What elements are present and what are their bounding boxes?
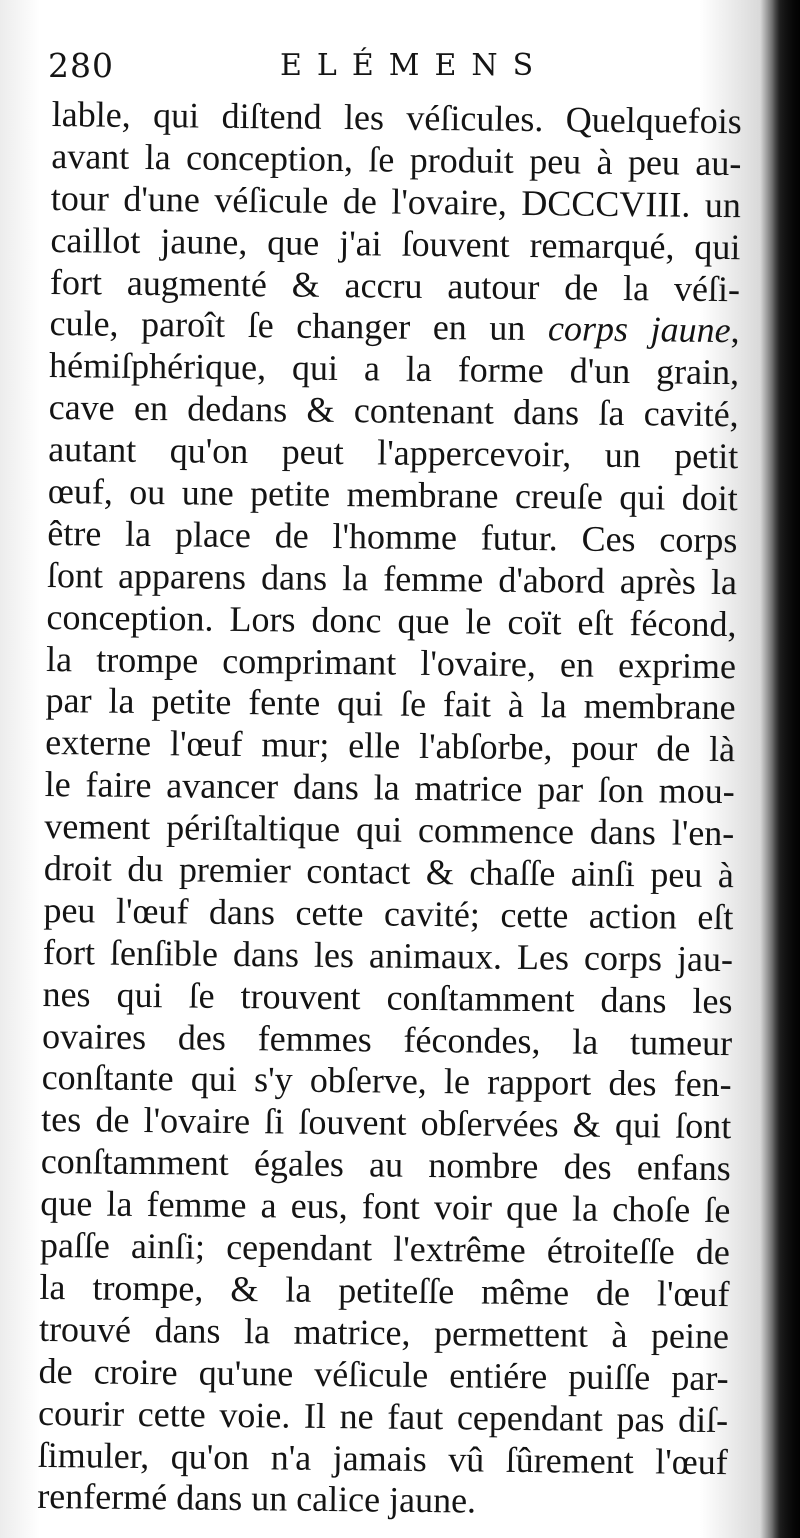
text-line: courir cette voie. Il ne faut cependant pas diſ- <box>37 1392 729 1440</box>
body-text <box>37 94 764 1526</box>
text-line: le faire avancer dans la matrice par ſon mou- <box>44 764 735 812</box>
text-line: hémiſphérique, qui a la forme d'un grain, <box>48 345 740 393</box>
page-edge-shadow <box>772 0 800 1538</box>
text-line-end: , <box>730 310 740 351</box>
text-line: ſont apparens dans la femme d'abord après la <box>46 554 738 602</box>
text-line: fort augmenté & accru autour de la véſi- <box>49 261 741 309</box>
text-line: cave en dedans & contenant dans ſa cavité, <box>48 387 739 435</box>
running-title: ELÉMENS <box>280 48 549 83</box>
text-line: lable, qui diſtend les véſicules. Quelquefois <box>51 94 742 142</box>
text-line: ovaires des femmes fécondes, la tumeur <box>41 1015 733 1063</box>
text-line: conſtante qui s'y obſerve, le rapport des fen- <box>41 1057 732 1105</box>
text-line: être la place de l'homme futur. Ces corps <box>47 512 738 561</box>
text-line: autant qu'on peut l'appercevoir, un petit <box>48 429 739 477</box>
text-line <box>49 303 739 352</box>
running-header <box>48 46 738 92</box>
text-line: trouvé dans la matrice, permettent à peine <box>38 1308 730 1356</box>
text-line: fort ſenſible dans les animaux. Les corps jau- <box>42 931 734 979</box>
text-line: conception. Lors donc que le coït eſt fécond, <box>46 596 737 644</box>
text-line: droit du premier contact & chaſſe ainſi peu à <box>43 847 735 896</box>
text-line: œuf, ou une petite membrane creuſe qui doit <box>47 470 739 519</box>
text-line: externe l'œuf mur; elle l'abſorbe, pour de là <box>45 722 736 770</box>
page-number: 280 <box>48 46 114 85</box>
text-line: caillot jaune, que j'ai ſouvent remarqué, qui <box>50 219 741 267</box>
text-line: de croire qu'une véſicule entiére puiſſe par- <box>38 1350 729 1398</box>
text-line: peu l'œuf dans cette cavité; cette action eſt <box>43 889 734 938</box>
italic-term: corps jaune <box>547 308 731 351</box>
text-line: ſimuler, qu'on n'a jamais vû ſûrement l'œuf <box>37 1434 728 1482</box>
text-line: la trompe comprimant l'ovaire, en exprime <box>45 638 737 686</box>
text-line: que la femme a eus, font voir que la choſe ſe <box>40 1183 731 1231</box>
text-line: tes de l'ovaire ſi ſouvent obſervées & qui ſont <box>41 1099 732 1147</box>
text-line-start: cule, paroît ſe changer en un <box>49 303 549 349</box>
text-line-last: renfermé dans un calice jaune. <box>37 1476 477 1521</box>
text-line: tour d'une véſicule de l'ovaire, DCCCVIII. un <box>50 177 742 225</box>
text-line: par la petite fente qui ſe fait à la membrane <box>45 680 736 728</box>
text-line: avant la conception, ſe produit peu à peu au- <box>51 135 742 184</box>
text-line: vement périſtaltique qui commence dans l'en- <box>44 806 735 854</box>
text-line: paſſe ainſi; cependant l'extrême étroiteſſe de <box>39 1224 731 1273</box>
text-line: la trompe, & la petiteſſe même de l'œuf <box>39 1266 730 1315</box>
text-line: nes qui ſe trouvent conſtamment dans les <box>42 973 733 1021</box>
text-line: conſtamment égales au nombre des enfans <box>40 1141 731 1189</box>
